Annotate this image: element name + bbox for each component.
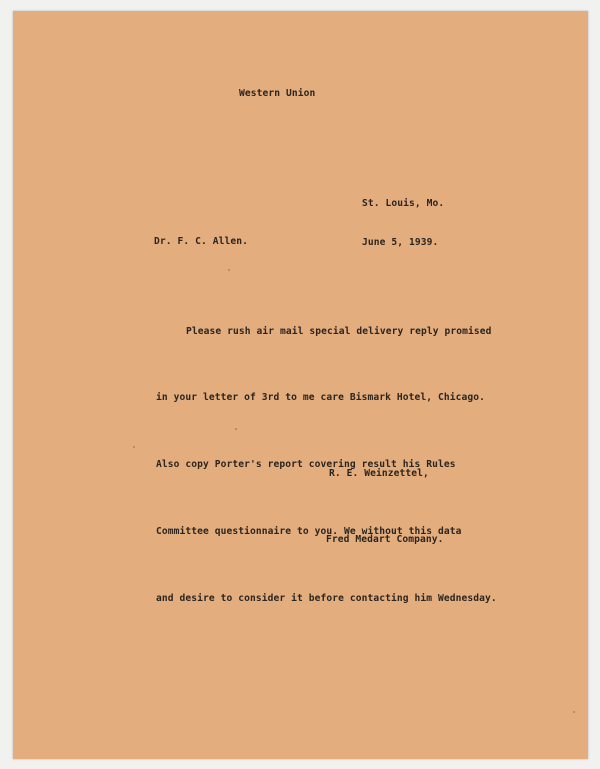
paper-speck	[573, 711, 575, 713]
place-date-block	[362, 171, 444, 275]
signer-name: R. E. Weinzettel,	[329, 468, 429, 479]
place-city: St. Louis, Mo.	[362, 198, 445, 209]
signature-block	[326, 419, 444, 595]
body-line: Please rush air mail special delivery reply promised	[186, 325, 492, 337]
body-line: Also copy Porter's report covering result his Rules	[156, 459, 456, 471]
body-line: Committee questionnaire to you. We without this data	[156, 526, 462, 538]
body-line: and desire to consider it before contacting him Wednesday.	[156, 593, 497, 605]
salutation: Dr. F. C. Allen.	[154, 236, 249, 247]
body-line: in your letter of 3rd to me care Bismark Hotel, Chicago.	[156, 392, 486, 404]
paper-speck	[235, 428, 237, 430]
paper-speck	[133, 446, 135, 448]
letter-date: June 5, 1939.	[362, 237, 439, 248]
letter-sheet	[13, 11, 588, 759]
telegram-heading: Western Union	[239, 88, 316, 99]
signer-company: Fred Medart Company.	[326, 534, 444, 545]
paper-speck	[228, 269, 230, 271]
